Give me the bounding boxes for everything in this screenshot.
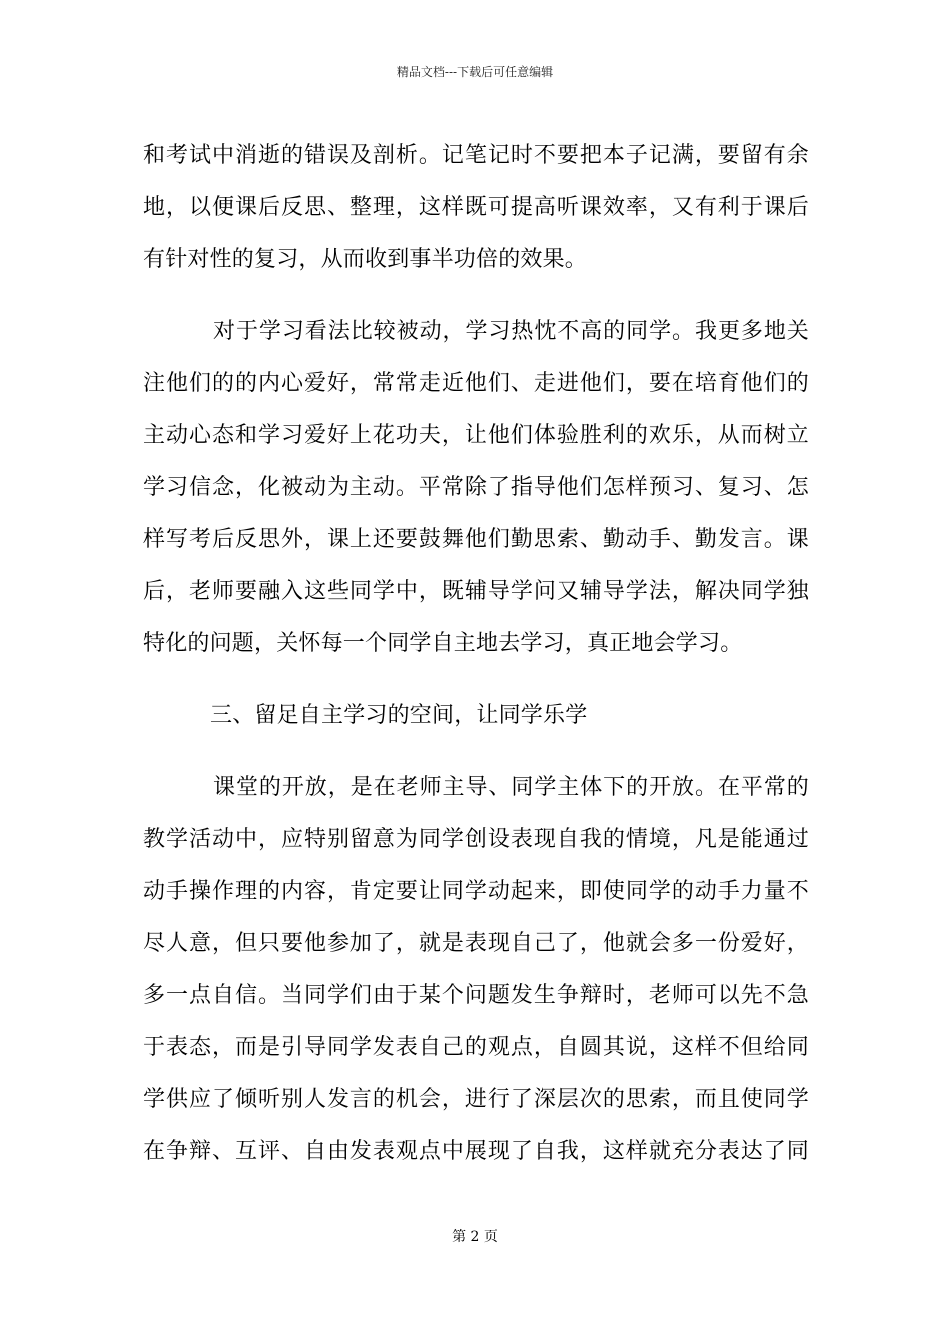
- text-line: 后，老师要融入这些同学中，既辅导学问又辅导学法，解决同学独: [143, 579, 809, 604]
- page-header: 精品文档---下载后可任意编辑: [396, 65, 554, 79]
- text-line: 于表态，而是引导同学发表自己的观点，自圆其说，这样不但给同: [143, 1035, 809, 1060]
- paragraph-1: [143, 130, 809, 286]
- text-line: 课堂的开放，是在老师主导、同学主体下的开放。在平常的: [213, 775, 809, 800]
- text-line: 和考试中消逝的错误及剖析。记笔记时不要把本子记满，要留有余: [143, 143, 809, 168]
- text-line: 样写考后反思外，课上还要鼓舞他们勤思索、勤动手、勤发言。课: [143, 527, 809, 552]
- paragraph-2: [143, 306, 809, 670]
- text-line: 在争辩、互评、自由发表观点中展现了自我，这样就充分表达了同: [143, 1139, 809, 1164]
- text-line: 特化的问题，关怀每一个同学自主地去学习，真正地会学习。: [143, 631, 743, 656]
- text-line: 地，以便课后反思、整理，这样既可提高听课效率，又有利于课后: [143, 195, 809, 220]
- text-line: 有针对性的复习，从而收到事半功倍的效果。: [143, 247, 588, 272]
- document-body: [143, 130, 809, 1178]
- text-line: 教学活动中，应特别留意为同学创设表现自我的情境，凡是能通过: [143, 827, 809, 852]
- page-number: 第 2 页: [452, 1229, 498, 1245]
- paragraph-3: [143, 762, 809, 1178]
- text-line: 主动心态和学习爱好上花功夫，让他们体验胜利的欢乐，从而树立: [143, 423, 809, 448]
- text-line: 学习信念，化被动为主动。平常除了指导他们怎样预习、复习、怎: [143, 475, 809, 500]
- section-heading-text: 三、留足自主学习的空间，让同学乐学: [210, 703, 588, 728]
- text-line: 多一点自信。当同学们由于某个问题发生争辩时，老师可以先不急: [143, 983, 809, 1008]
- text-line: 对于学习看法比较被动，学习热忱不高的同学。我更多地关: [213, 319, 809, 344]
- text-line: 学供应了倾听别人发言的机会，进行了深层次的思索，而且使同学: [143, 1087, 809, 1112]
- text-line: 注他们的的内心爱好，常常走近他们、走进他们，要在培育他们的: [143, 371, 809, 396]
- text-line: 尽人意，但只要他参加了，就是表现自己了，他就会多一份爱好，: [143, 931, 809, 956]
- text-line: 动手操作理的内容，肯定要让同学动起来，即使同学的动手力量不: [143, 879, 809, 904]
- section-heading: [143, 690, 809, 742]
